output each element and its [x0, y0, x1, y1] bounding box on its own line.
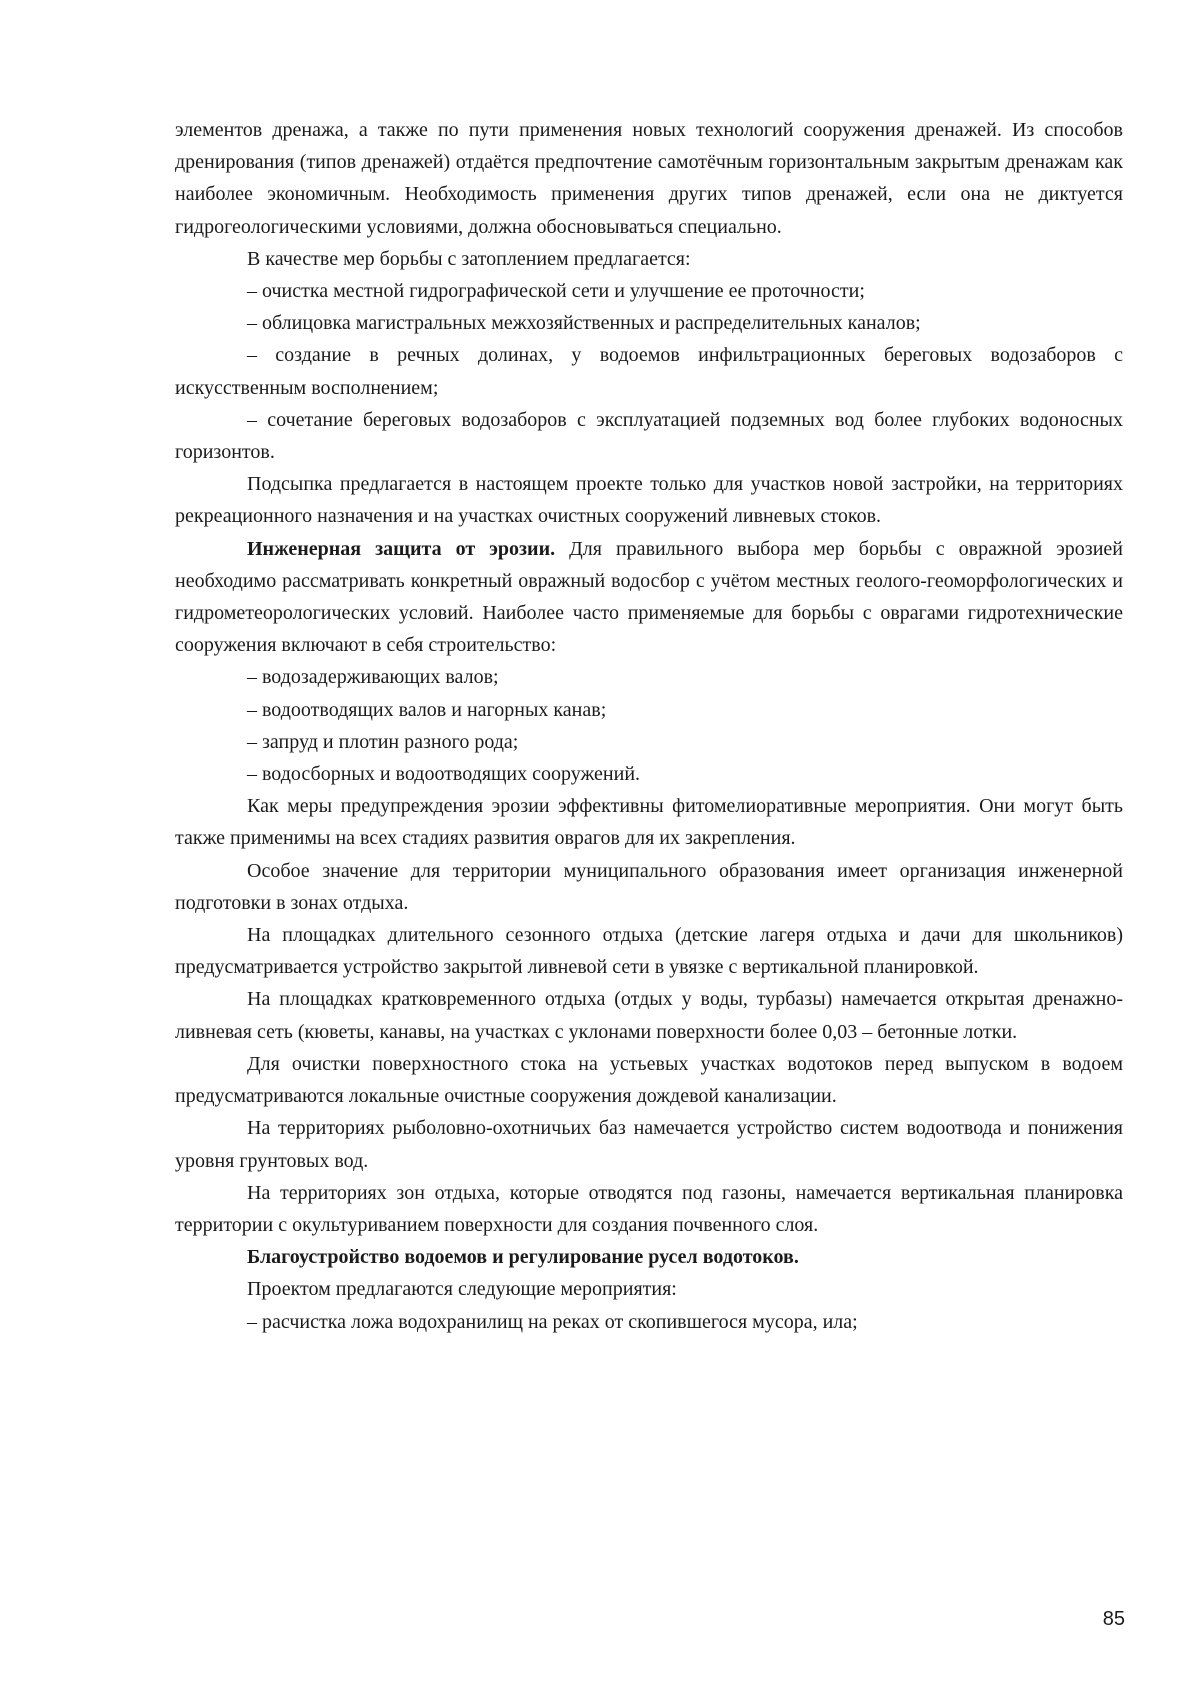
section-heading-erosion: Инженерная защита от эрозии. [247, 537, 556, 560]
list-item: – облицовка магистральных межхозяйственных и распределительных каналов; [247, 312, 921, 335]
paragraph-long-rest-sites: На площадках длительного сезонного отдыха (детские лагеря отдыха и дачи для школьников) предусматривается устройство закрытой ливневой сети в увязке с вертикальной планировкой. [175, 924, 1123, 979]
list-item: – водосборных и водоотводящих сооружений. [247, 763, 641, 786]
paragraph-proposed-measures: Проектом предлагаются следующие мероприятия: [247, 1278, 677, 1301]
paragraph-lawn-zones: На территориях зон отдыха, которые отводятся под газоны, намечается вертикальная планировка территории с окультуриванием поверхности для создания почвенного слоя. [175, 1181, 1123, 1236]
list-item: – запруд и плотин разного рода; [247, 730, 519, 753]
paragraph-erosion-text: Для правильного выбора мер борьбы с овражной эрозией необходимо рассматривать конкретный овражный водосбор с учётом местных геолого-геоморфологических и гидрометеорологических условий. Наиболее часто применяемые для борьбы с оврагами гидротехнические сооружения включают в себя строительство: [175, 537, 1123, 657]
list-item: – сочетание береговых водозаборов с эксплуатацией подземных вод более глубоких водоносных горизонтов. [175, 408, 1123, 464]
page-number: 85 [1102, 1608, 1125, 1630]
paragraph-flood-measures-intro: В качестве мер борьбы с затоплением предлагается: [247, 247, 691, 270]
paragraph-erosion-protection [175, 533, 1123, 662]
paragraph-drainage-continuation: элементов дренажа, а также по пути применения новых технологий сооружения дренажей. Из способов дренирования (типов дренажей) отдаётся предпочтение самотёчным горизонтальным закрытым дренажам как наиболее экономичным. Необходимость применения других типов дренажей, если она не диктуется гидрогеологическими условиями, должна обосновываться специально. [175, 119, 1123, 238]
paragraph-recreation-zones: Особое значение для территории муниципального образования имеет организация инженерной подготовки в зонах отдыха. [175, 859, 1123, 914]
document-body [175, 114, 1123, 1338]
paragraph-phytomelioration: Как меры предупреждения эрозии эффективны фитомелиоративные мероприятия. Они могут быть также применимы на всех стадиях развития оврагов для их закрепления. [175, 795, 1123, 850]
list-item: – расчистка ложа водохранилищ на реках от скопившегося мусора, ила; [247, 1310, 858, 1333]
paragraph-runoff-treatment: Для очистки поверхностного стока на устьевых участках водотоков перед выпуском в водоем предусматриваются локальные очистные сооружения дождевой канализации. [175, 1052, 1123, 1108]
paragraph-short-rest-sites: На площадках кратковременного отдыха (отдых у воды, турбазы) намечается открытая дренажно-ливневая сеть (кюветы, канавы, на участках с уклонами поверхности более 0,03 – бетонные лотки. [175, 988, 1123, 1043]
list-item: – очистка местной гидрографической сети и улучшение ее проточности; [247, 280, 865, 303]
list-item: – водоотводящих валов и нагорных канав; [247, 698, 607, 721]
section-heading-water-bodies: Благоустройство водоемов и регулирование русел водотоков. [247, 1246, 799, 1269]
list-item: – водозадерживающих валов; [247, 666, 499, 689]
paragraph-backfill: Подсыпка предлагается в настоящем проекте только для участков новой застройки, на территориях рекреационного назначения и на участках очистных сооружений ливневых стоков. [175, 473, 1123, 528]
list-item: – создание в речных долинах, у водоемов инфильтрационных береговых водозаборов с искусственным восполнением; [175, 344, 1123, 399]
paragraph-fishing-bases: На территориях рыболовно-охотничьих баз намечается устройство систем водоотвода и понижения уровня грунтовых вод. [175, 1117, 1123, 1172]
